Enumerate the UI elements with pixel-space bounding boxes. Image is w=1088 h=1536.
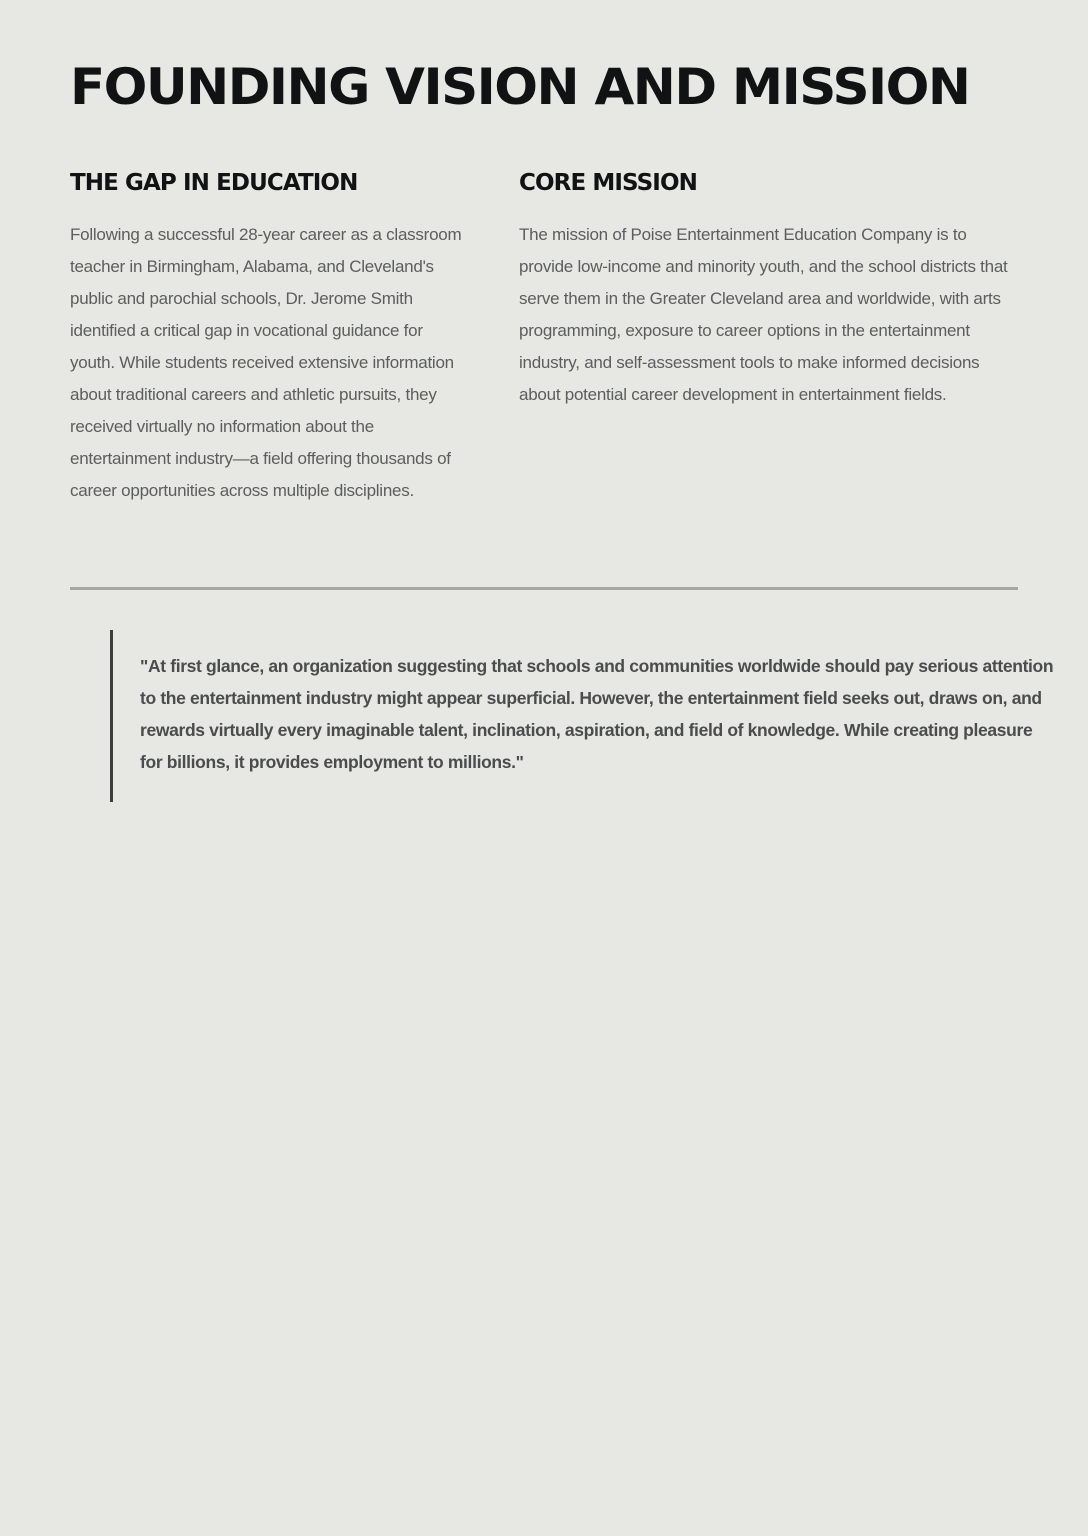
section-body: Following a successful 28-year career as a classroom teacher in Birmingham, Alabama, and Cleveland's public and parochial schools, Dr. Jerome Smith identified a critical gap in vocational guidance for youth. While students received extensive information about traditional careers and athletic pursuits, they received virtually no information about the entertainment industry—a field offering thousands of career opportunities across multiple disciplines. xyxy=(70,225,462,500)
page-title: FOUNDING VISION AND MISSION xyxy=(70,58,970,116)
pull-quote xyxy=(110,630,1058,802)
section-gap-in-education xyxy=(70,166,470,507)
section-heading: CORE MISSION xyxy=(519,170,697,196)
section-body: The mission of Poise Entertainment Education Company is to provide low-income and minority youth, and the school districts that serve them in the Greater Cleveland area and worldwide, with arts programming, exposure to career options in the entertainment industry, and self-assessment tools to make informed decisions about potential career development in entertainment fields. xyxy=(519,225,1008,404)
section-heading: THE GAP IN EDUCATION xyxy=(70,170,358,196)
section-divider xyxy=(70,587,1018,590)
document-page xyxy=(70,0,1054,1536)
section-core-mission xyxy=(519,166,1018,411)
pull-quote-text: "At first glance, an organization suggesting that schools and communities worldwide should pay serious attention to the entertainment industry might appear superficial. However, the entertainment field seeks out, draws on, and rewards virtually every imaginable talent, inclination, aspiration, and field of knowledge. While creating pleasure for billions, it provides employment to millions." xyxy=(140,656,1054,772)
